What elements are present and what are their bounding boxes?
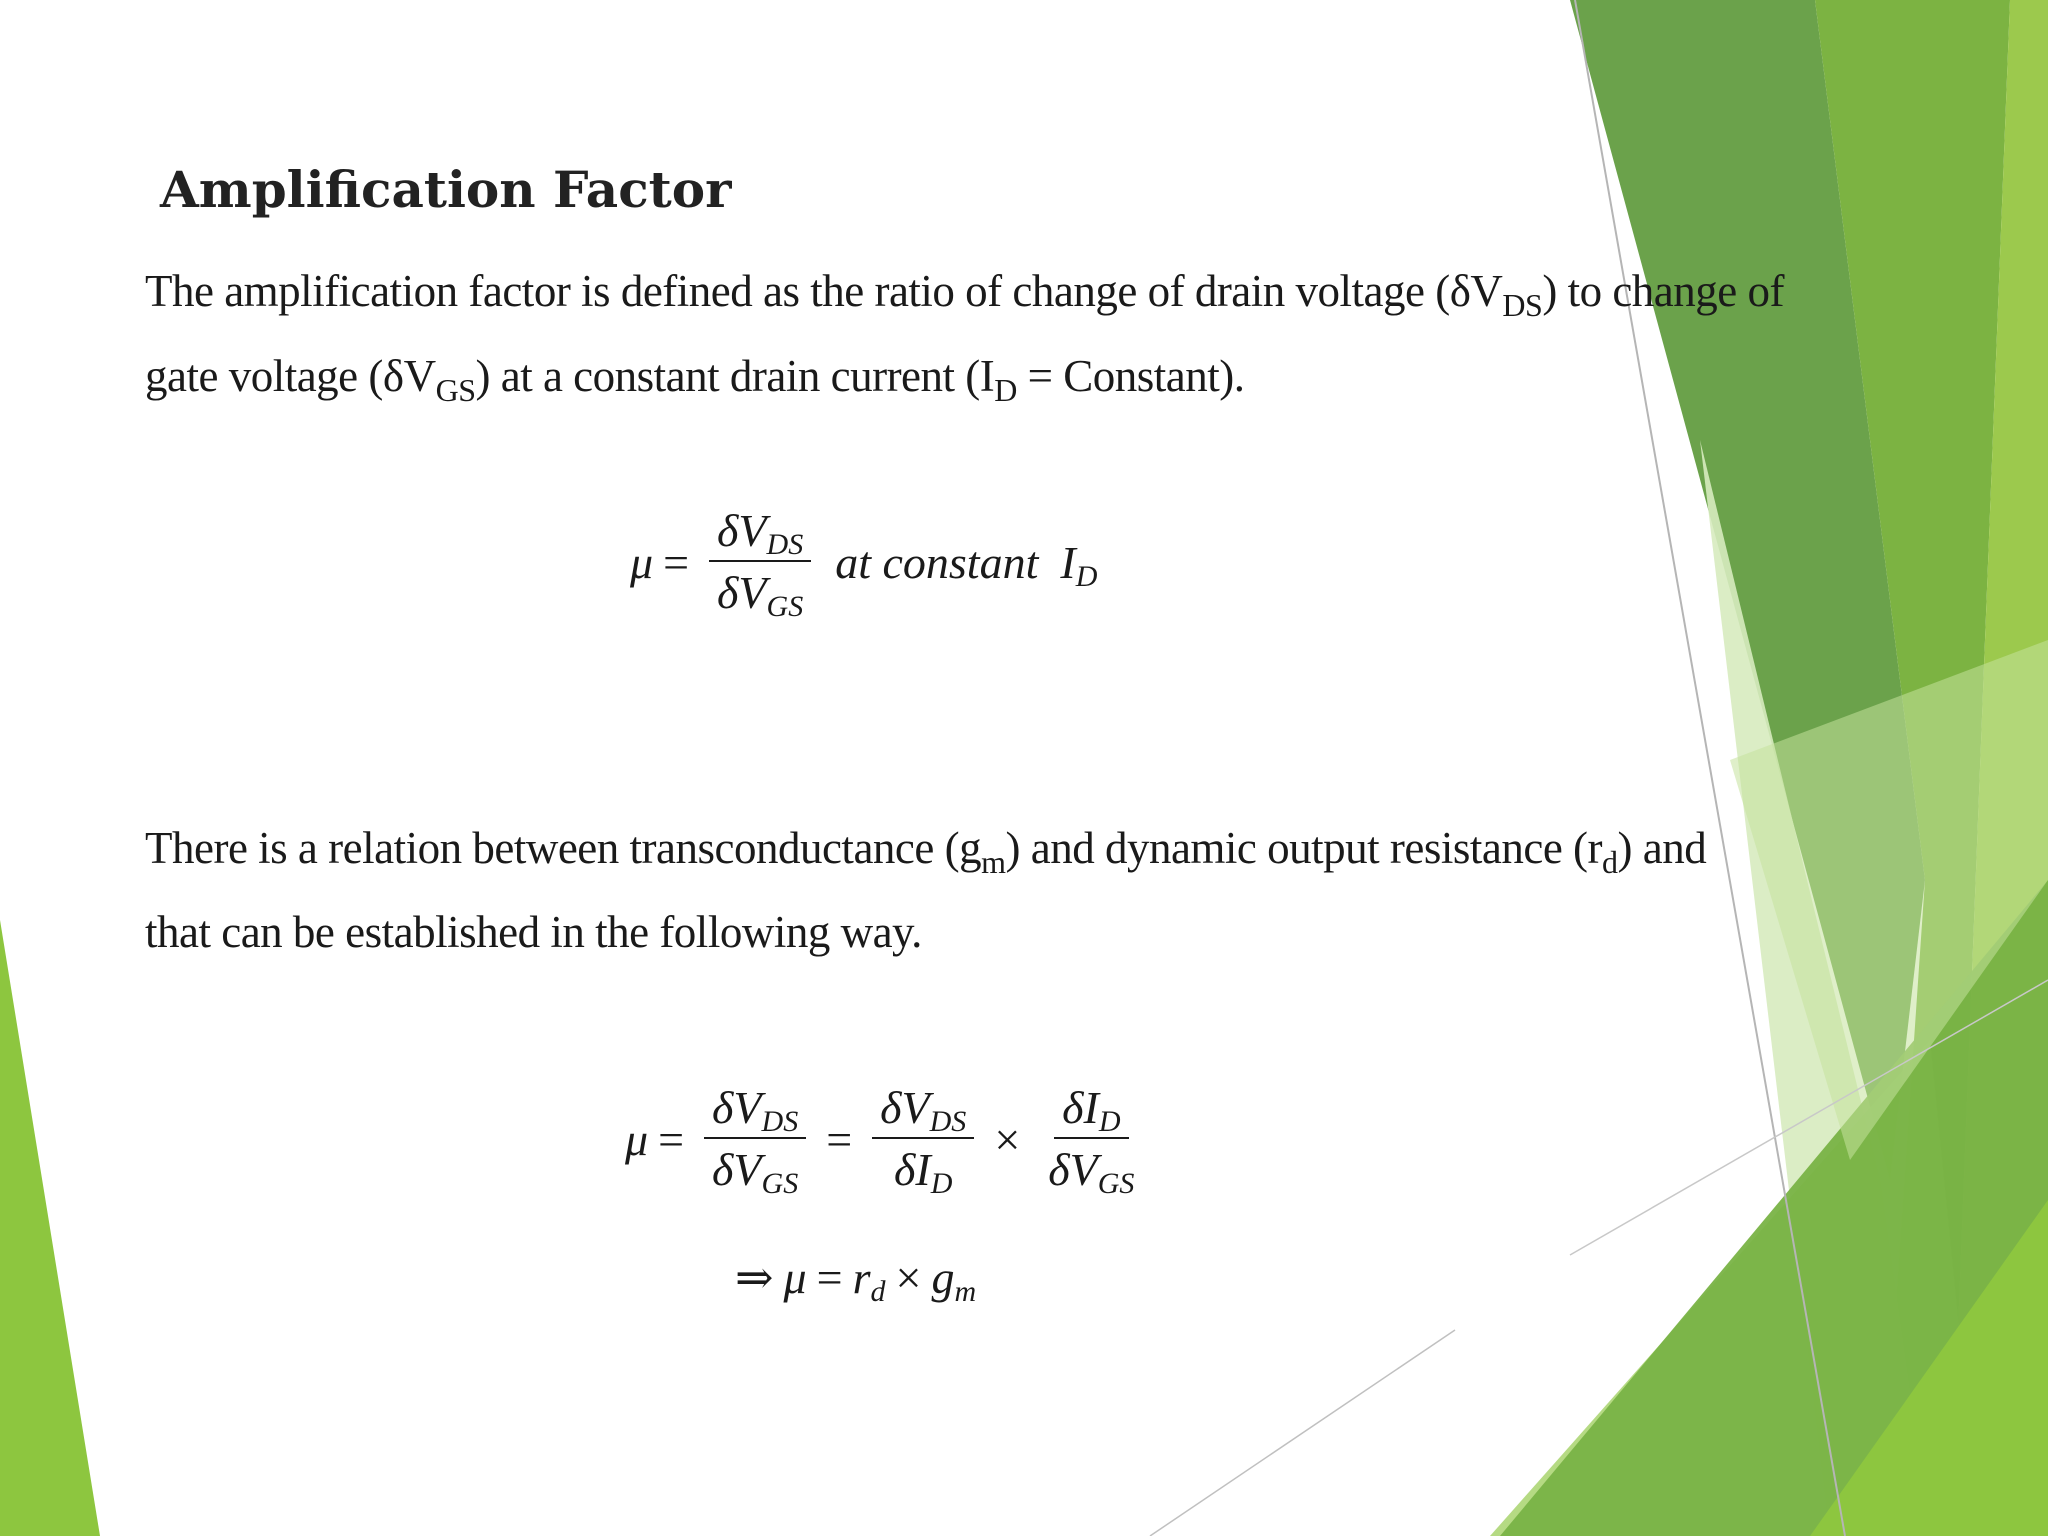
denominator: $\delta V_{GS}$ xyxy=(712,1144,799,1200)
amplification-factor-equation xyxy=(630,505,1098,623)
numerator: $\delta V_{DS}$ xyxy=(709,508,811,562)
definition-line-2 xyxy=(145,350,1245,408)
definition-text: gate voltage (δV xyxy=(145,351,436,401)
mu-symbol: μ xyxy=(630,536,654,588)
definition-text: The amplification factor is defined as the ratio of change of drain voltage (δV xyxy=(145,266,1503,316)
times-sign: × xyxy=(994,1113,1021,1165)
relation-text: ) and xyxy=(1617,823,1707,873)
denominator: $\delta V_{GS}$ xyxy=(1048,1144,1135,1200)
subscript: m xyxy=(981,844,1006,880)
subscript: d xyxy=(1602,844,1618,880)
fraction-2 xyxy=(872,1082,974,1200)
numerator: $\delta V_{DS}$ xyxy=(704,1085,806,1139)
diag-line-2 xyxy=(1150,1330,1455,1536)
subscript: D xyxy=(994,372,1017,408)
left-green-wedge xyxy=(0,920,100,1536)
equals-sign: = xyxy=(663,536,690,588)
numerator: $\delta V_{DS}$ xyxy=(872,1085,974,1139)
definition-text: ) at a constant drain current (I xyxy=(475,351,995,401)
mu-symbol: μ xyxy=(783,1251,807,1303)
equals-sign: = xyxy=(826,1113,853,1165)
relation-line-1 xyxy=(145,822,1707,880)
resistance-symbol: $r_d$ xyxy=(852,1251,886,1308)
equals-sign: = xyxy=(816,1251,843,1303)
relation-text: There is a relation between transconductance (g xyxy=(145,823,982,873)
equals-sign: = xyxy=(658,1113,685,1165)
denominator: $\delta V_{GS}$ xyxy=(717,567,804,623)
fraction-3 xyxy=(1040,1082,1142,1200)
drain-current-symbol: $I_D$ xyxy=(1060,536,1098,593)
transconductance-symbol: $g_m$ xyxy=(931,1251,977,1308)
fraction-1 xyxy=(704,1082,806,1200)
implies-arrow: ⇒ xyxy=(735,1252,774,1303)
mu-symbol: μ xyxy=(625,1113,649,1165)
relation-line-2: that can be established in the following way. xyxy=(145,907,922,957)
fraction xyxy=(709,505,811,623)
slide-title: Amplification Factor xyxy=(160,160,732,219)
subscript: GS xyxy=(435,372,476,408)
chain-rule-equation xyxy=(625,1082,1152,1200)
relation-text: ) and dynamic output resistance (r xyxy=(1005,823,1603,873)
times-sign: × xyxy=(895,1251,922,1303)
definition-text: = Constant). xyxy=(1016,351,1245,401)
result-equation xyxy=(725,1250,977,1308)
denominator: $\delta I_D$ xyxy=(894,1144,953,1200)
definition-text: ) to change of xyxy=(1542,266,1784,316)
at-constant-text: at constant xyxy=(835,536,1039,588)
numerator: $\delta I_D$ xyxy=(1054,1085,1128,1139)
subscript: DS xyxy=(1502,287,1543,323)
definition-line-1 xyxy=(145,265,1784,323)
